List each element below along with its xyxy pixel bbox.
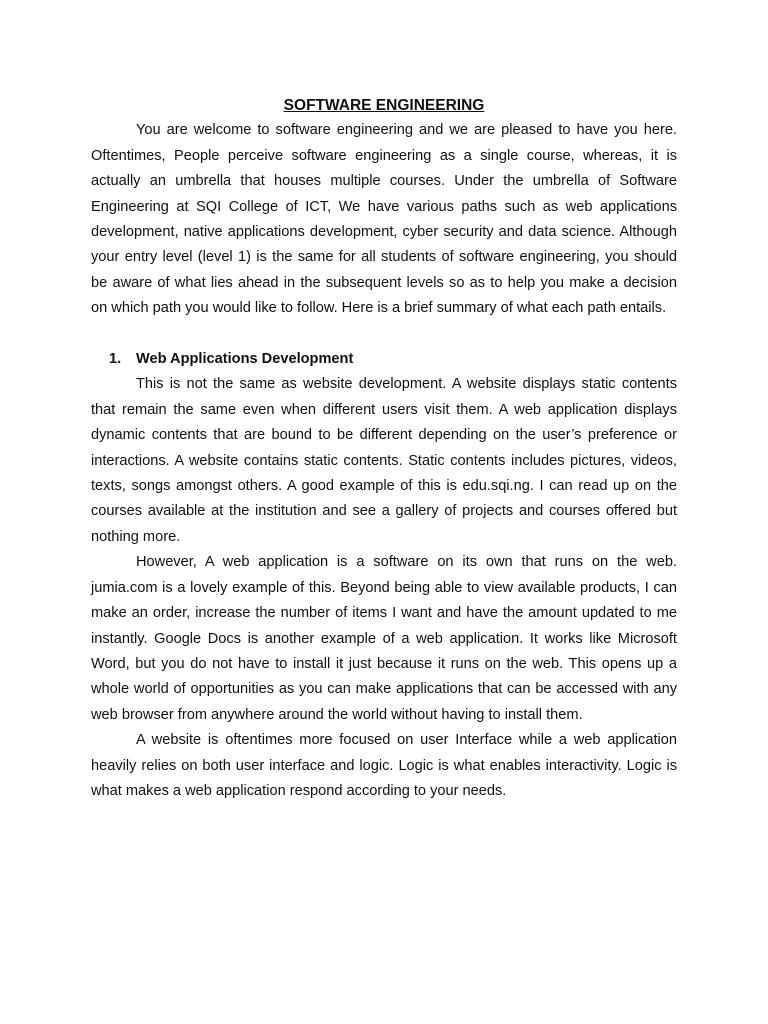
section-paragraph: However, A web application is a software on its own that runs on the web. jumia.com is a lovely example of this. Beyond being able to view available products, I can make an order, increase the number of items I want and have the amount updated to me instantly. Google Docs is another example of a web application. It works like Microsoft Word, but you do not have to install it just because it runs on the web. This opens up a whole world of opportunities as you can make applications that can be accessed with any web browser from anywhere around the world without having to install them.	[91, 554, 677, 723]
section-paragraph: This is not the same as website development. A website displays static contents that remain the same even when different users visit them. A web application displays dynamic contents that are bound to be different depending on the user’s preference or interactions. A website contains static contents. Static contents includes pictures, videos, texts, songs amongst others. A good example of this is edu.sqi.ng. I can read up on the courses available at the institution and see a gallery of projects and courses offered but nothing more.	[91, 376, 677, 545]
section-paragraph: A website is oftentimes more focused on user Interface while a web application heavily relies on both user interface and logic. Logic is what enables interactivity. Logic is what makes a web application respond according to your needs.	[91, 732, 677, 799]
section-heading	[91, 347, 677, 372]
document-page	[91, 93, 677, 804]
intro-paragraph: You are welcome to software engineering and we are pleased to have you here. Oftentimes, People perceive software engineering as a single course, whereas, it is actually an umbrella that houses multiple courses. Under the umbrella of Software Engineering at SQI College of ICT, We have various paths such as web applications development, native applications development, cyber security and data science. Although your entry level (level 1) is the same for all students of software engineering, you should be aware of what lies ahead in the subsequent levels so as to help you make a decision on which path you would like to follow. Here is a brief summary of what each path entails.	[91, 122, 677, 317]
section-title: Web Applications Development	[136, 351, 354, 368]
section-number: 1.	[109, 351, 122, 368]
document-title: SOFTWARE ENGINEERING	[283, 97, 485, 114]
